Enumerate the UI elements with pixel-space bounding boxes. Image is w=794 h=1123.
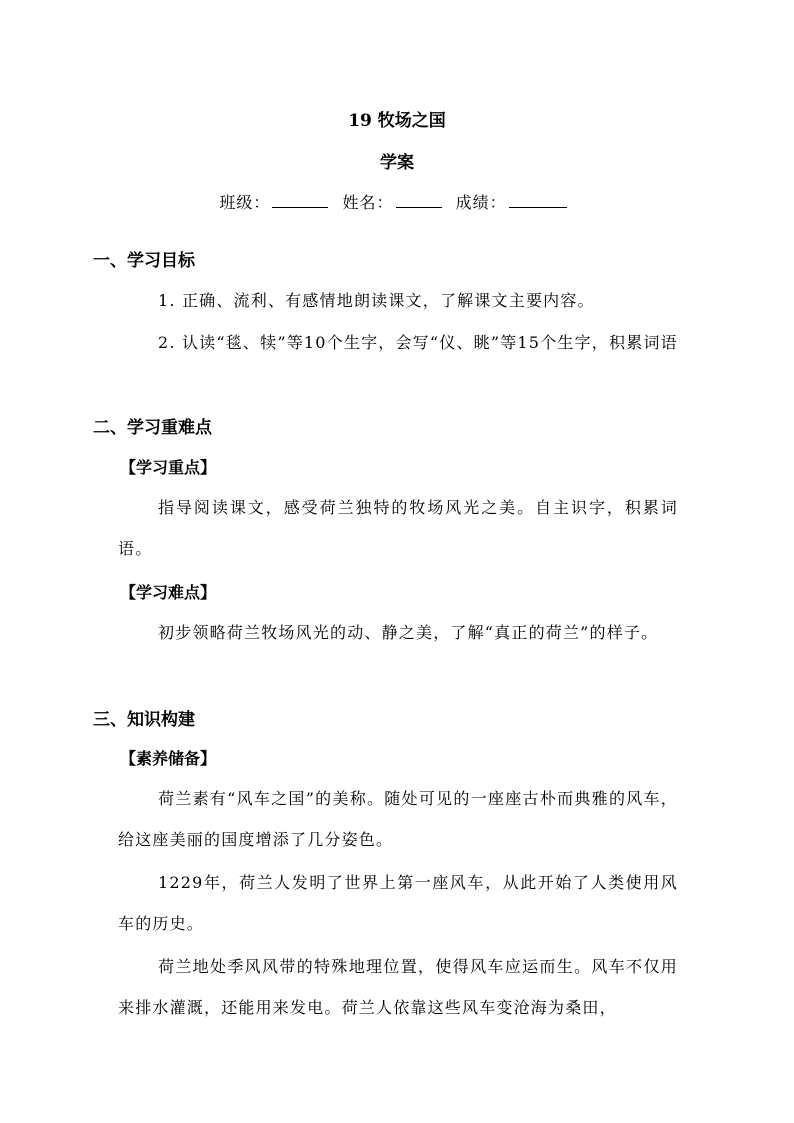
- name-label: 姓名：: [342, 193, 394, 212]
- key-point-text: 指导阅读课文，感受荷兰独特的牧场风光之美。自主识字，积累词语。: [118, 498, 678, 558]
- class-label: 班级：: [219, 193, 271, 212]
- objective-item: 1. 正确、流利、有感情地朗读课文，了解课文主要内容。: [158, 291, 595, 310]
- preparation-paragraph: 1229年，荷兰人发明了世界上第一座风车，从此开始了人类使用风车的历史。: [118, 873, 678, 933]
- key-point-label: 【学习重点】: [120, 458, 217, 477]
- difficulty-text: 初步领略荷兰牧场风光的动、静之美，了解“真正的荷兰”的样子。: [158, 623, 659, 642]
- objective-item: 2. 认读“毯、犊”等10个生字，会写“仪、眺”等15个生字，积累词语: [158, 333, 678, 352]
- preparation-paragraph: 荷兰地处季风风带的特殊地理位置，使得风车应运而生。风车不仅用来排水灌溉，还能用来发电。荷兰人依靠这些风车变沧海为桑田，: [118, 957, 678, 1017]
- lesson-title: 19 牧场之国: [348, 111, 446, 131]
- document-subtitle: 学案: [380, 153, 414, 173]
- section-heading-key-points: 二、学习重难点: [93, 418, 212, 438]
- class-blank[interactable]: [272, 193, 328, 208]
- score-blank[interactable]: [509, 193, 567, 208]
- score-label: 成绩：: [455, 193, 507, 212]
- student-info-line: [0, 190, 794, 213]
- preparation-label: 【素养储备】: [120, 749, 217, 768]
- section-heading-knowledge: 三、知识构建: [93, 710, 195, 730]
- name-blank[interactable]: [396, 193, 442, 208]
- preparation-paragraph: 荷兰素有“风车之国”的美称。随处可见的一座座古朴而典雅的风车，给这座美丽的国度增添了几分姿色。: [118, 789, 678, 849]
- section-heading-objectives: 一、学习目标: [93, 251, 195, 271]
- difficulty-label: 【学习难点】: [120, 583, 217, 602]
